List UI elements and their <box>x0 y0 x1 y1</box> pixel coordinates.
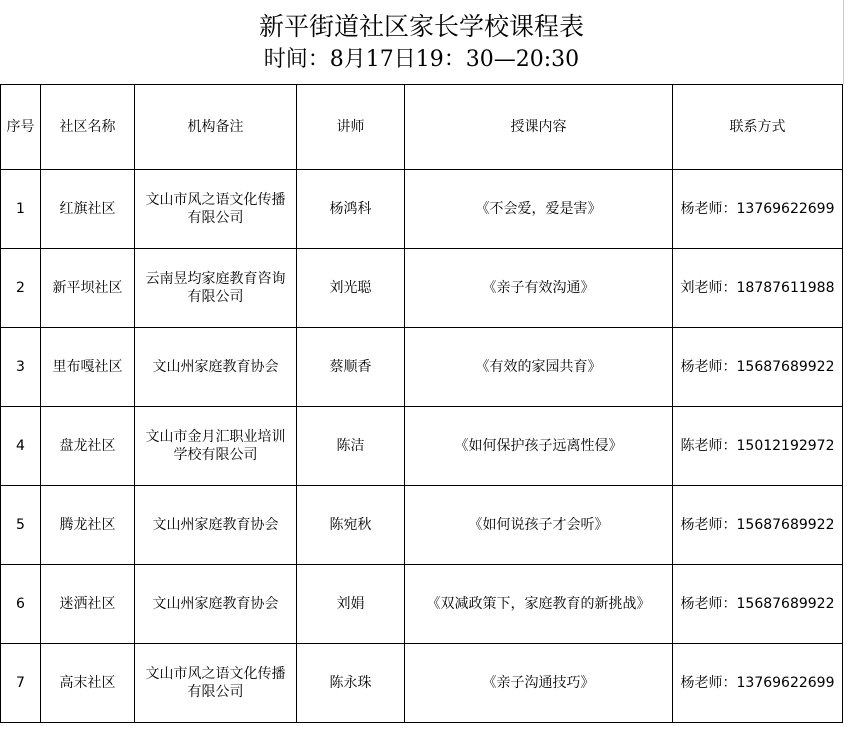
schedule-time: 时间：8月17日19：30—20:30 <box>263 47 580 72</box>
cell-lecturer[interactable]: 杨鸿科 <box>297 170 405 249</box>
cell-organization[interactable]: 文山州家庭教育协会 <box>135 328 297 407</box>
cell-topic[interactable]: 《双减政策下，家庭教育的新挑战》 <box>405 565 673 644</box>
cell-topic[interactable]: 《亲子沟通技巧》 <box>405 644 673 723</box>
cell-community[interactable]: 红旗社区 <box>41 170 135 249</box>
table-row <box>1 565 843 644</box>
cell-contact[interactable]: 杨老师：13769622699 <box>673 644 843 723</box>
cell-contact[interactable]: 杨老师：15687689922 <box>673 328 843 407</box>
cell-contact[interactable]: 杨老师：15687689922 <box>673 565 843 644</box>
cell-index[interactable]: 3 <box>1 328 41 407</box>
cell-topic[interactable]: 《亲子有效沟通》 <box>405 249 673 328</box>
cell-index[interactable]: 4 <box>1 407 41 486</box>
cell-index[interactable]: 6 <box>1 565 41 644</box>
column-header-index[interactable]: 序号 <box>1 85 41 170</box>
cell-community[interactable]: 新平坝社区 <box>41 249 135 328</box>
cell-contact[interactable]: 杨老师：13769622699 <box>673 170 843 249</box>
cell-community[interactable]: 高末社区 <box>41 644 135 723</box>
table-header-row <box>1 85 843 170</box>
table-row <box>1 644 843 723</box>
page-title: 新平街道社区家长学校课程表 <box>258 12 584 41</box>
cell-community[interactable]: 盘龙社区 <box>41 407 135 486</box>
cell-community[interactable]: 腾龙社区 <box>41 486 135 565</box>
cell-index[interactable]: 1 <box>1 170 41 249</box>
course-schedule-table <box>0 84 843 723</box>
cell-organization[interactable]: 文山市金月汇职业培训学校有限公司 <box>135 407 297 486</box>
column-header-organization[interactable]: 机构备注 <box>135 85 297 170</box>
cell-index[interactable]: 7 <box>1 644 41 723</box>
cell-contact[interactable]: 陈老师：15012192972 <box>673 407 843 486</box>
cell-lecturer[interactable]: 刘光聪 <box>297 249 405 328</box>
cell-lecturer[interactable]: 蔡顺香 <box>297 328 405 407</box>
cell-topic[interactable]: 《不会爱，爱是害》 <box>405 170 673 249</box>
cell-topic[interactable]: 《如何说孩子才会听》 <box>405 486 673 565</box>
cell-organization[interactable]: 文山州家庭教育协会 <box>135 565 297 644</box>
table-row <box>1 407 843 486</box>
sheet-header <box>0 0 844 84</box>
cell-community[interactable]: 迷洒社区 <box>41 565 135 644</box>
column-header-community[interactable]: 社区名称 <box>41 85 135 170</box>
cell-contact[interactable]: 刘老师：18787611988 <box>673 249 843 328</box>
cell-contact[interactable]: 杨老师：15687689922 <box>673 486 843 565</box>
cell-index[interactable]: 2 <box>1 249 41 328</box>
table-row <box>1 249 843 328</box>
cell-organization[interactable]: 文山州家庭教育协会 <box>135 486 297 565</box>
cell-topic[interactable]: 《如何保护孩子远离性侵》 <box>405 407 673 486</box>
cell-lecturer[interactable]: 陈永珠 <box>297 644 405 723</box>
column-header-topic[interactable]: 授课内容 <box>405 85 673 170</box>
table-row <box>1 328 843 407</box>
cell-lecturer[interactable]: 陈洁 <box>297 407 405 486</box>
column-header-lecturer[interactable]: 讲师 <box>297 85 405 170</box>
cell-index[interactable]: 5 <box>1 486 41 565</box>
cell-topic[interactable]: 《有效的家园共育》 <box>405 328 673 407</box>
table-row <box>1 486 843 565</box>
column-header-contact[interactable]: 联系方式 <box>673 85 843 170</box>
cell-lecturer[interactable]: 刘娟 <box>297 565 405 644</box>
cell-organization[interactable]: 文山市风之语文化传播有限公司 <box>135 170 297 249</box>
cell-organization[interactable]: 文山市风之语文化传播有限公司 <box>135 644 297 723</box>
cell-lecturer[interactable]: 陈宛秋 <box>297 486 405 565</box>
cell-organization[interactable]: 云南昱均家庭教育咨询有限公司 <box>135 249 297 328</box>
table-row <box>1 170 843 249</box>
cell-community[interactable]: 里布嘎社区 <box>41 328 135 407</box>
